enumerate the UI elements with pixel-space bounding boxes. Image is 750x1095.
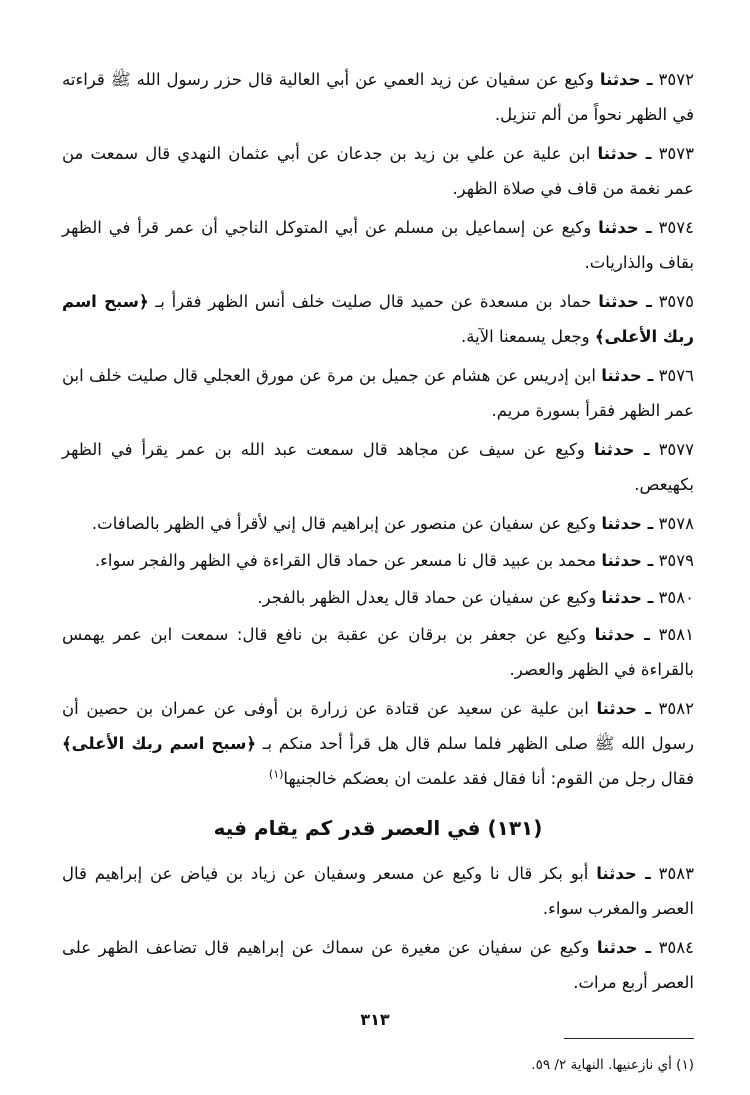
footnote: (١) أي نازعنيها. النهاية ٢/ ٥٩. [531, 1057, 694, 1073]
page-number: ٣١٣ [360, 1010, 390, 1029]
footnote-divider [564, 1038, 694, 1039]
hadith-lead: ـ حدثنا [601, 588, 654, 607]
hadith-text: ابن علية عن سعيد عن قتادة عن زرارة بن أوفى عن عمران بن حصين أن رسول الله ﷺ صلى الظهر فلما سلم قال هل قرأ أحد منكم بـ [62, 699, 694, 753]
hadith-lead: ـ حدثنا [601, 514, 654, 533]
hadith-3578 [62, 506, 694, 541]
hadith-number: ٣٥٧٨ [658, 514, 694, 533]
hadith-3576 [62, 358, 694, 428]
hadith-text: ابن إدريس عن هشام عن جميل بن مرة عن مورق العجلي قال صليت خلف ابن عمر الظهر فقرأ بسورة مريم. [62, 366, 694, 420]
hadith-lead: ـ حدثنا [601, 551, 654, 570]
hadith-text: وكيع عن جعفر بن برقان عن عقبة بن نافع قال: سمعت ابن عمر يهمس بالقراءة في الظهر والعصر. [62, 625, 694, 679]
hadith-text: أبو بكر قال نا وكيع عن مسعر وسفيان عن زياد بن فياض عن إبراهيم قال العصر والمغرب سواء. [62, 864, 694, 918]
hadith-3575 [62, 284, 694, 354]
hadith-lead: ـ حدثنا [598, 292, 652, 311]
hadith-lead: ـ حدثنا [599, 70, 653, 89]
hadith-3573 [62, 136, 694, 206]
hadith-lead: ـ حدثنا [601, 366, 654, 385]
hadith-text-after: وجعل يسمعنا الآية. [461, 327, 590, 346]
hadith-number: ٣٥٧٦ [658, 366, 695, 385]
hadith-number: ٣٥٧٤ [658, 218, 694, 237]
hadith-text: وكيع عن سفيان عن مغيرة عن سماك عن إبراهيم قال تضاعف الظهر على العصر أربع مرات. [62, 938, 694, 992]
hadith-lead: ـ حدثنا [596, 699, 651, 718]
hadith-3572 [62, 62, 694, 132]
hadith-lead: ـ حدثنا [596, 864, 651, 883]
hadith-text: وكيع عن سيف عن مجاهد قال سمعت عبد الله بن عمر يقرأ في الظهر بكهيعص. [62, 440, 694, 494]
hadith-number: ٣٥٨٣ [658, 864, 694, 883]
quran-quote: ﴿سبح اسم ربك الأعلى﴾ [62, 734, 257, 753]
hadith-3580 [62, 580, 694, 615]
hadith-3582 [62, 691, 694, 796]
hadith-text-after: فقال رجل من القوم: أنا فقال فقد علمت ان بعضكم خالجنيها [283, 769, 694, 788]
book-page [62, 62, 694, 1077]
footnote-reference[interactable]: (١) [268, 767, 284, 781]
hadith-number: ٣٥٧٩ [658, 551, 694, 570]
chapter-heading: (١٣١) في العصر قدر كم يقام فيه [213, 816, 543, 840]
hadith-3584 [62, 930, 694, 1000]
hadith-number: ٣٥٨٤ [658, 938, 695, 957]
hadith-number: ٣٥٧٢ [658, 70, 694, 89]
hadith-text: وكيع عن سفيان عن زيد العمي عن أبي العالية قال حزر رسول الله ﷺ قراءته في الظهر نحواً من ألم تنزيل. [62, 70, 694, 124]
hadith-number: ٣٥٨٢ [658, 699, 694, 718]
hadith-3583 [62, 856, 694, 926]
hadith-3579 [62, 543, 694, 578]
hadith-text: وكيع عن سفيان عن منصور عن إبراهيم قال إني لأقرأ في الظهر بالصافات. [91, 514, 597, 533]
hadith-lead: ـ حدثنا [593, 440, 650, 459]
hadith-text: محمد بن عبيد قال نا مسعر عن حماد قال القراءة في الظهر والفجر سواء. [94, 551, 597, 570]
quran-quote: ﴿سبح اسم ربك الأعلى﴾ [62, 292, 694, 346]
hadith-lead: ـ حدثنا [596, 938, 652, 957]
hadith-number: ٣٥٧٥ [658, 292, 695, 311]
hadith-text: ابن علية عن علي بن زيد بن جدعان عن أبي عثمان النهدي قال سمعت من عمر نغمة من قاف في صلاة الظهر. [62, 144, 694, 198]
hadith-number: ٣٥٨١ [658, 625, 694, 644]
hadith-3577 [62, 432, 694, 502]
hadith-lead: ـ حدثنا [594, 625, 650, 644]
hadith-text: حماد بن مسعدة عن حميد قال صليت خلف أنس الظهر فقرأ بـ [155, 292, 592, 311]
hadith-3574 [62, 210, 694, 280]
hadith-number: ٣٥٧٧ [658, 440, 695, 459]
hadith-number: ٣٥٨٠ [658, 588, 694, 607]
hadith-lead: ـ حدثنا [598, 218, 652, 237]
hadith-lead: ـ حدثنا [597, 144, 652, 163]
hadith-text: وكيع عن سفيان عن حماد قال يعدل الظهر بالفجر. [257, 588, 597, 607]
hadith-number: ٣٥٧٣ [658, 144, 695, 163]
hadith-text: وكيع عن إسماعيل بن مسلم عن أبي المتوكل الناجي أن عمر قرأ في الظهر بقاف والذاريات. [62, 218, 694, 272]
hadith-3581 [62, 617, 694, 687]
